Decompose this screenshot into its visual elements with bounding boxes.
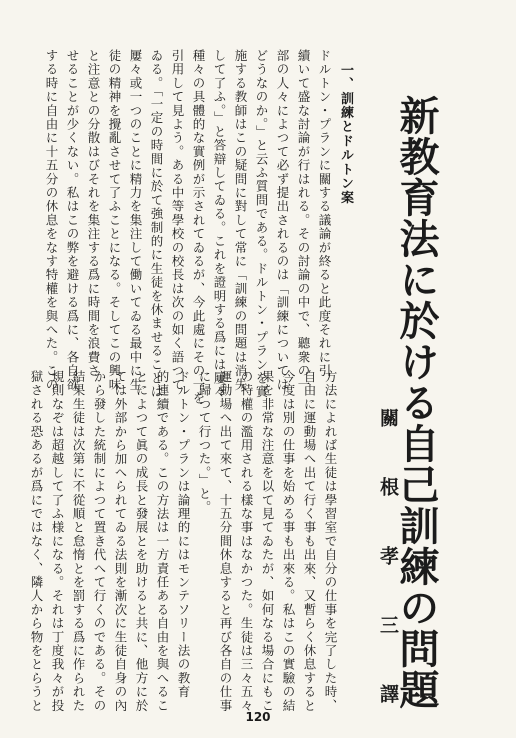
text-line: する時に自由に十五分の休息をなす特權を與へた。この [44,49,59,392]
lower-text-block [26,370,341,713]
upper-text-block [41,49,356,406]
text-line: ドルトン・プランに關する議論が終ると此度それに引 [317,49,332,378]
text-line: 今度は別の仕事を始める事も出來る。私はこの實驗の結 [281,370,296,713]
text-line: に歸つて行つた。」と。 [197,370,212,515]
translator-credit: 關 根 孝 三 譯 [377,408,399,717]
text-line: 屢々或一つのことに精力を集注して働いてゐる最中に生 [128,49,143,392]
text-line: ては外部から加へられてゐる法則を漸次に生徒自身の內 [113,370,128,713]
text-line: 規則なぞは超越して了ふ様になる。それは丁度我々が投 [50,370,65,713]
text-line: 引用して見よう。ある中等學校の校長は次の如く語つて [170,49,185,392]
text-line: とによつて眞の成長と發展とを助けると共に、他方に於 [134,370,149,713]
section-heading: 一、訓練とドルトン案 [338,63,353,205]
text-line: して了ふ。」と答辯してゐる。これを證明する爲には屢々 [212,49,227,399]
text-line: 自由に運動場へ出て行く事も出來、又暫らく休息すると [302,370,317,713]
text-line: 運動場へ出て來て、十五分間休息すると再び各自の仕事 [218,370,233,713]
text-line: 續いて盛な討論が行はれる。その討論の中で、聽衆の一 [296,49,311,392]
text-line: 方法によれば生徒は學習室で自分の仕事を完了した時、 [323,370,338,713]
text-line: の特權の濫用される樣な事はなかつた。生徒は三々五々 [239,370,254,713]
text-line: 獄される恐あるが爲にではなく、隣人から物をとらうと [29,370,44,713]
text-line: と注意との分散はびそれを集注する爲に時間を浪費さ [86,49,101,378]
article-title: 新教育法に於ける自己訓練の問題 [393,95,440,710]
text-line: 結果生徒は次第に不從順と怠惰とを罰する爲に作られた [71,370,86,713]
text-line: 徒の精神を攪亂させて了ふことになる。そしてこの興味 [107,49,122,392]
text-line: 的連續である。この方法は一方責任ある自由を與へるこ [155,370,170,713]
text-line: ゐる。「一定の時間に於て強制的に生徒を休ませることは [149,49,164,399]
page-number: 120 [245,710,271,724]
text-line: から發した統制によつて置き代へて行くのである。その [92,370,107,713]
text-line: どうなのか。」と云ふ質問である。ドルトン・プランを實 [254,49,269,399]
text-line: 果を非常な注意を以て見てゐたが、如何なる場合にもこ [260,370,275,713]
text-line: ドルトン・プランは論理的にはモンテソリー法の教育 [176,370,191,699]
text-line: 種々の具體的な實例が示されてゐるが、今此處にその一を [191,49,206,406]
text-line: せることが少くない。私はこの弊を避ける爲に、各自欲 [65,49,80,392]
text-line: 施する教師はこの疑問に對して常に「訓練の問題は消失 [233,49,248,392]
text-line: 部の人々によつて必ず提出されるのは「訓練については [275,49,290,392]
